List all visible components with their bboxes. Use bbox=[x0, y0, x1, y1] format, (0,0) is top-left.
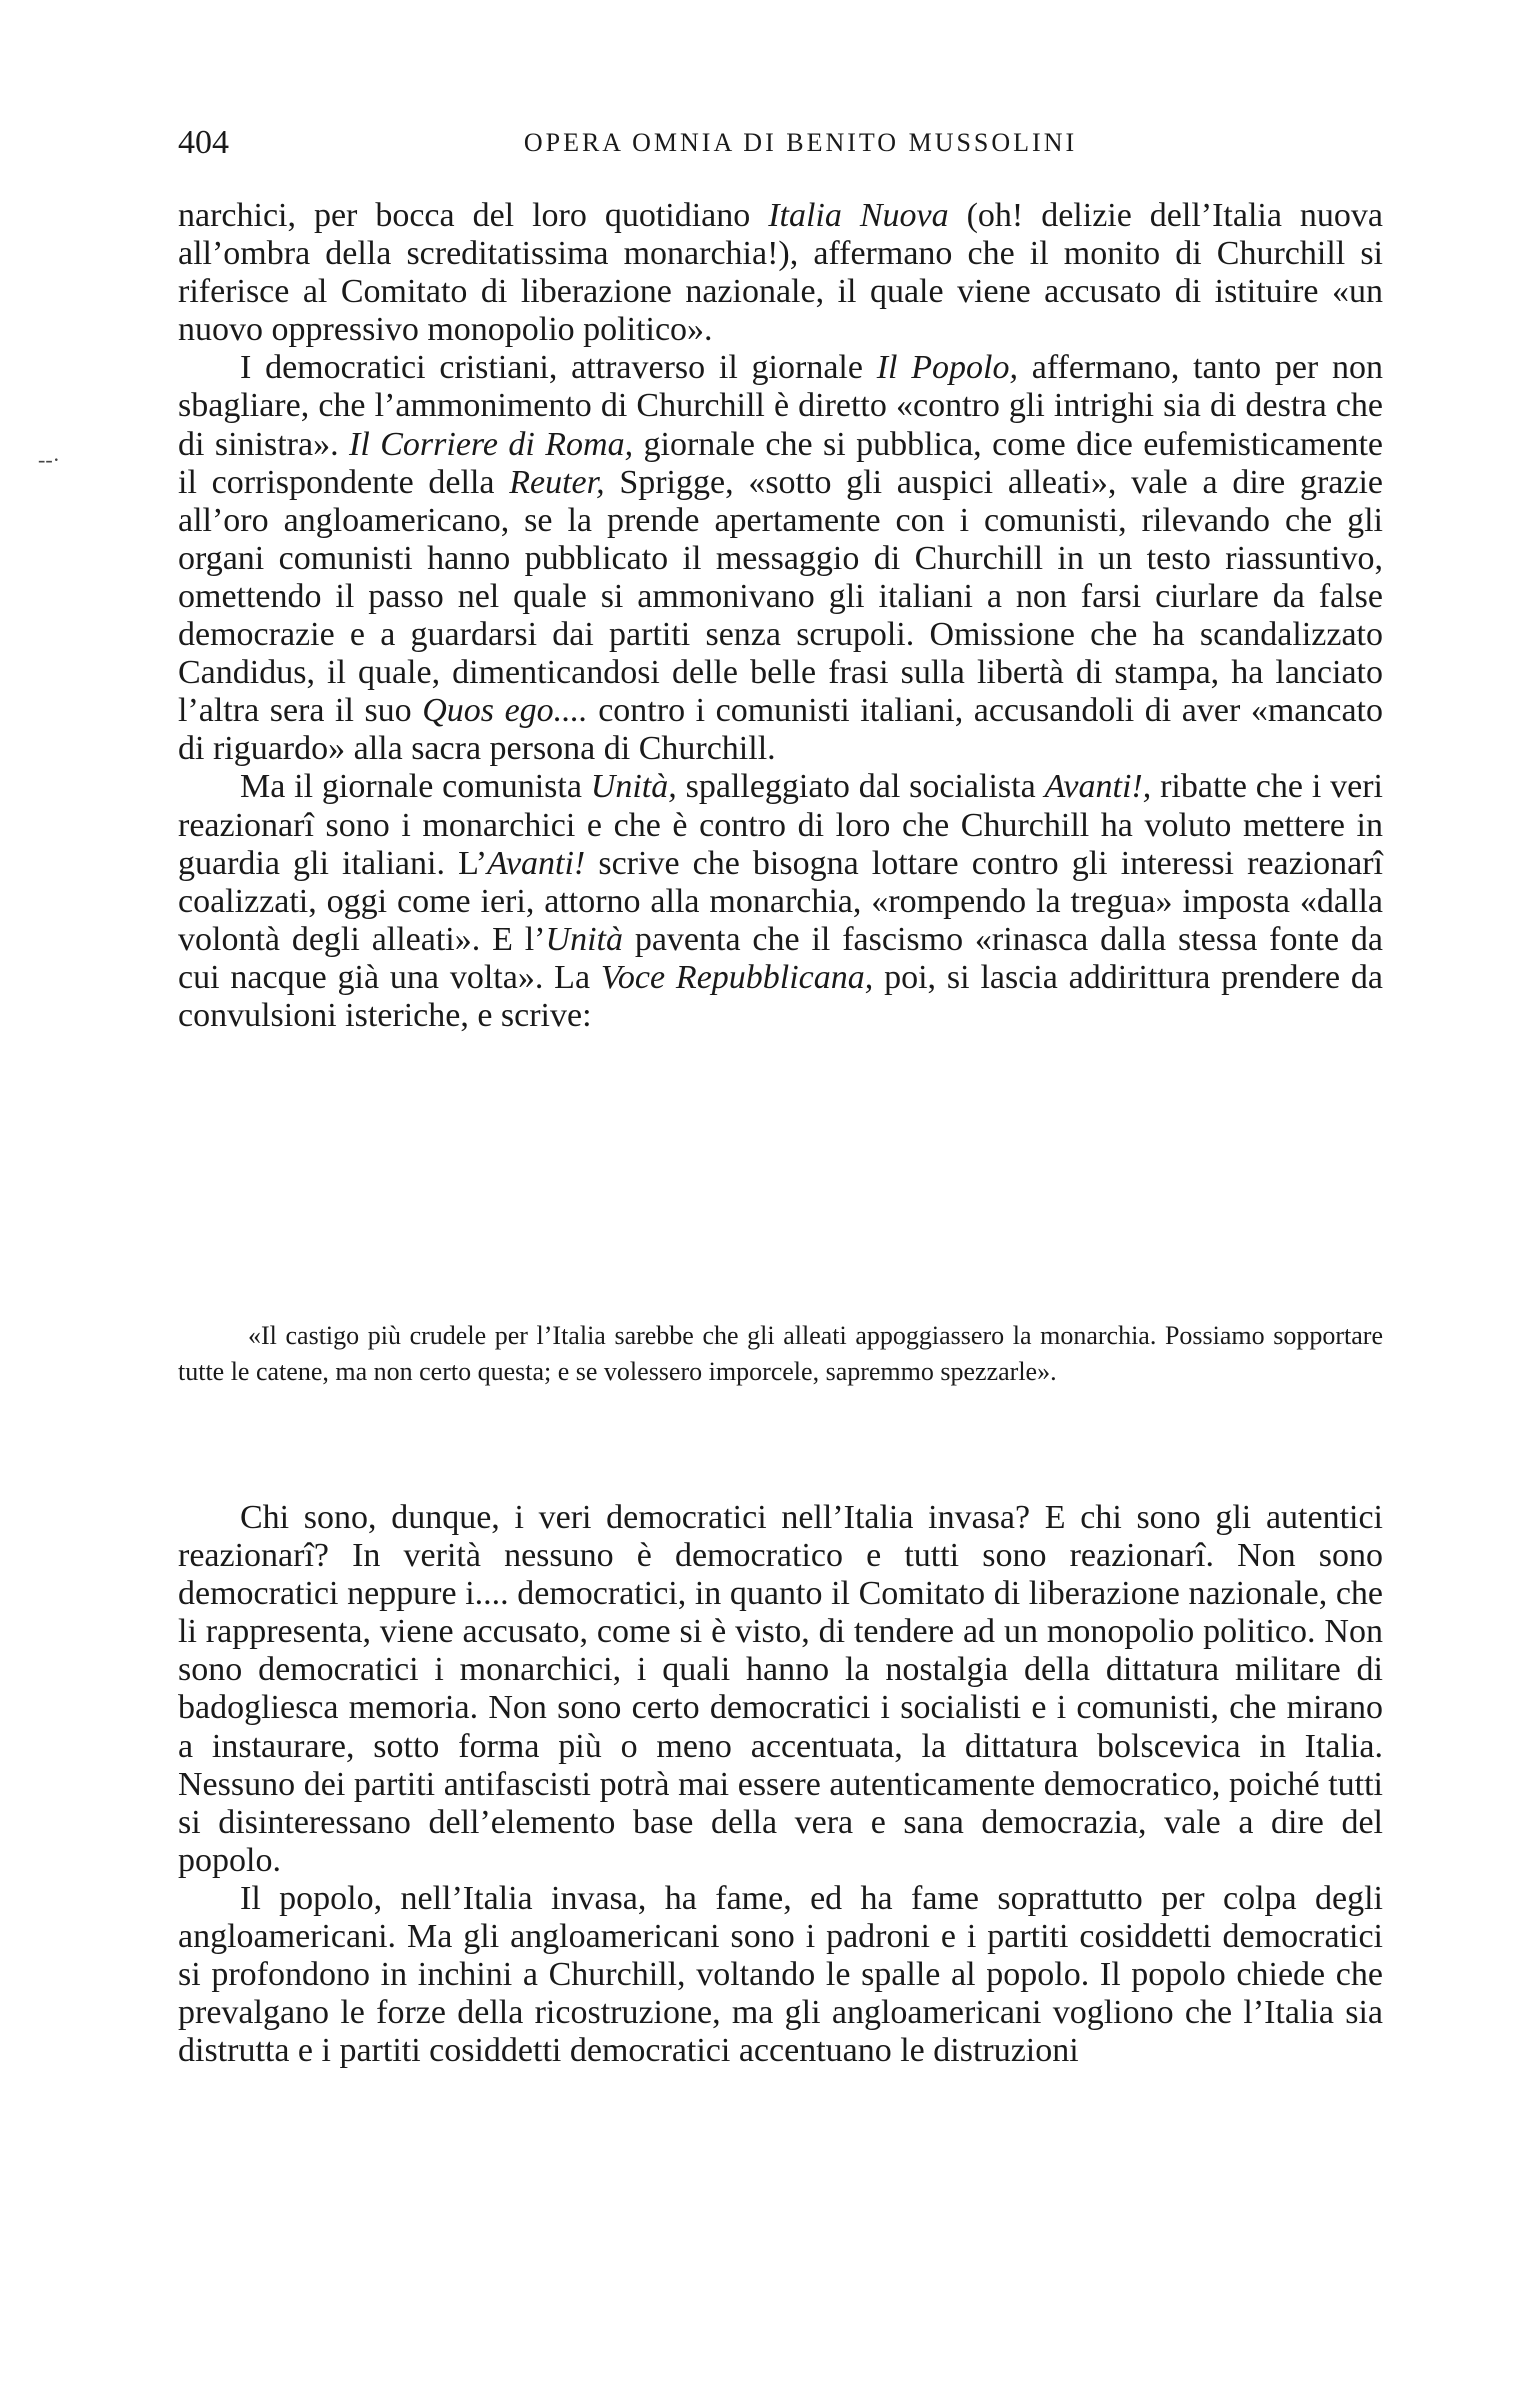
text-run: (oh! delizie dell’Italia nuova all’ombra della screditatissima monarchia!), affermano che il monito di Churchill si riferisce al Comitato di liberazione nazionale, il quale viene accusato di istituire «un nuovo oppressivo monopolio politico». bbox=[178, 197, 1383, 349]
italic-title: Il Corriere di Roma, bbox=[349, 425, 634, 463]
paragraph bbox=[178, 197, 1383, 349]
text-run: Sprigge, «sotto gli auspici alleati», vale a dire grazie all’oro angloamericano, se la prende apertamente con i comunisti, rilevando che gli organi comunisti hanno pubblicato il messaggio di Churchill in un testo riassuntivo, omettendo il passo nel quale si ammonivano gli italiani a non farsi ciurlare da false democrazie e a guardarsi dai partiti senza scrupoli. Omissione che ha scandalizzato Candidus, il quale, dimenticandosi delle belle frasi sulla libertà di stampa, ha lanciato l’altra sera il suo bbox=[178, 463, 1383, 730]
paragraph bbox=[178, 768, 1383, 1035]
text-run: Chi sono, dunque, i veri democratici nell’Italia invasa? E chi sono gli autentici reazionarî? In verità nessuno è democratico e tutti sono reazionarî. Non sono democratici neppure i.... democratici, in quanto il Comitato di liberazione nazionale, che li rappresenta, viene accusato, come si è visto, di tendere ad un monopolio politico. Non sono democratici i monarchici, i quali hanno la nostalgia della dittatura militare di badogliesca memoria. Non sono certo democratici i socialisti e i comunisti, che mirano a instaurare, sotto forma più o meno accentuata, la dittatura bolscevica in Italia. Nessuno dei partiti antifascisti potrà mai essere autenticamente democratico, poiché tutti si disinteressano dell’elemento base della vera e sana democrazia, vale a dire del popolo. bbox=[178, 1499, 1383, 1879]
text-run: Il popolo, nell’Italia invasa, ha fame, ed ha fame soprattutto per colpa degli angloamericani. Ma gli angloamericani sono i padroni e i partiti cosiddetti democratici si profondono in inchini a Churchill, voltando le spalle al popolo. Il popolo chiede che prevalgano le forze della ricostruzione, ma gli angloamericani vogliono che l’Italia sia distrutta e i partiti cosiddetti democratici accentuano le distruzioni bbox=[178, 1879, 1383, 2070]
italic-title: Voce Repubblicana, bbox=[600, 958, 874, 996]
text-run: ribatte che i veri reazionarî sono i monarchici e che è contro di loro che Churchill ha voluto mettere in guardia gli italiani. L’ bbox=[178, 768, 1383, 882]
italic-title: Unità bbox=[545, 920, 623, 958]
body-text-top bbox=[178, 197, 1383, 1035]
text-run: narchici, per bocca del loro quotidiano bbox=[178, 197, 769, 234]
body-text-bottom bbox=[178, 1499, 1383, 2070]
paragraph bbox=[178, 1499, 1383, 1880]
italic-title: Unità, bbox=[590, 768, 677, 806]
page-number: 404 bbox=[178, 124, 229, 161]
text-run: affermano, tanto per non sbagliare, che l’ammonimento di Churchill è diretto «contro gli intrighi sia di destra che di sinistra». bbox=[178, 349, 1384, 463]
text-run: poi, si lascia addirittura prendere da convulsioni isteriche, e scrive: bbox=[178, 958, 1384, 1034]
italic-title: Avanti! bbox=[487, 844, 586, 882]
italic-title: Italia Nuova bbox=[768, 197, 949, 234]
paragraph bbox=[178, 349, 1383, 768]
italic-title: Quos ego.... bbox=[422, 692, 588, 730]
italic-title: Reuter, bbox=[509, 463, 605, 501]
text-run: Ma il giornale comunista bbox=[240, 768, 591, 806]
text-run: paventa che il fascismo «rinasca dalla stessa fonte da cui nacque già una volta». La bbox=[178, 920, 1383, 996]
italic-title: Il Popolo, bbox=[876, 349, 1018, 387]
margin-mark: --· bbox=[38, 447, 60, 472]
block-quote bbox=[178, 1318, 1383, 1390]
quote-text: «Il castigo più crudele per l’Italia sarebbe che gli alleati appoggiassero la monarchia. Possiamo sopportare tutte le catene, ma non certo questa; e se volessero imporcele, sapremmo spezzarle». bbox=[178, 1321, 1383, 1386]
text-run: spalleggiato dal socialista bbox=[676, 768, 1045, 806]
running-head: OPERA OMNIA DI BENITO MUSSOLINI bbox=[523, 128, 1078, 157]
paragraph bbox=[178, 1880, 1383, 2070]
text-run: I democratici cristiani, attraverso il giornale bbox=[240, 349, 877, 387]
italic-title: Avanti!, bbox=[1044, 768, 1152, 806]
page-header bbox=[178, 118, 1383, 168]
text-run: giornale che si pubblica, come dice eufemisticamente il corrispondente della bbox=[178, 425, 1383, 501]
text-run: scrive che bisogna lottare contro gli interessi reazionarî coalizzati, oggi come ieri, attorno alla monarchia, «rompendo la tregua» imposta «dalla volontà degli alleati». E l’ bbox=[178, 844, 1384, 958]
text-run: contro i comunisti italiani, accusandoli di aver «mancato di riguardo» alla sacra persona di Churchill. bbox=[178, 692, 1383, 768]
